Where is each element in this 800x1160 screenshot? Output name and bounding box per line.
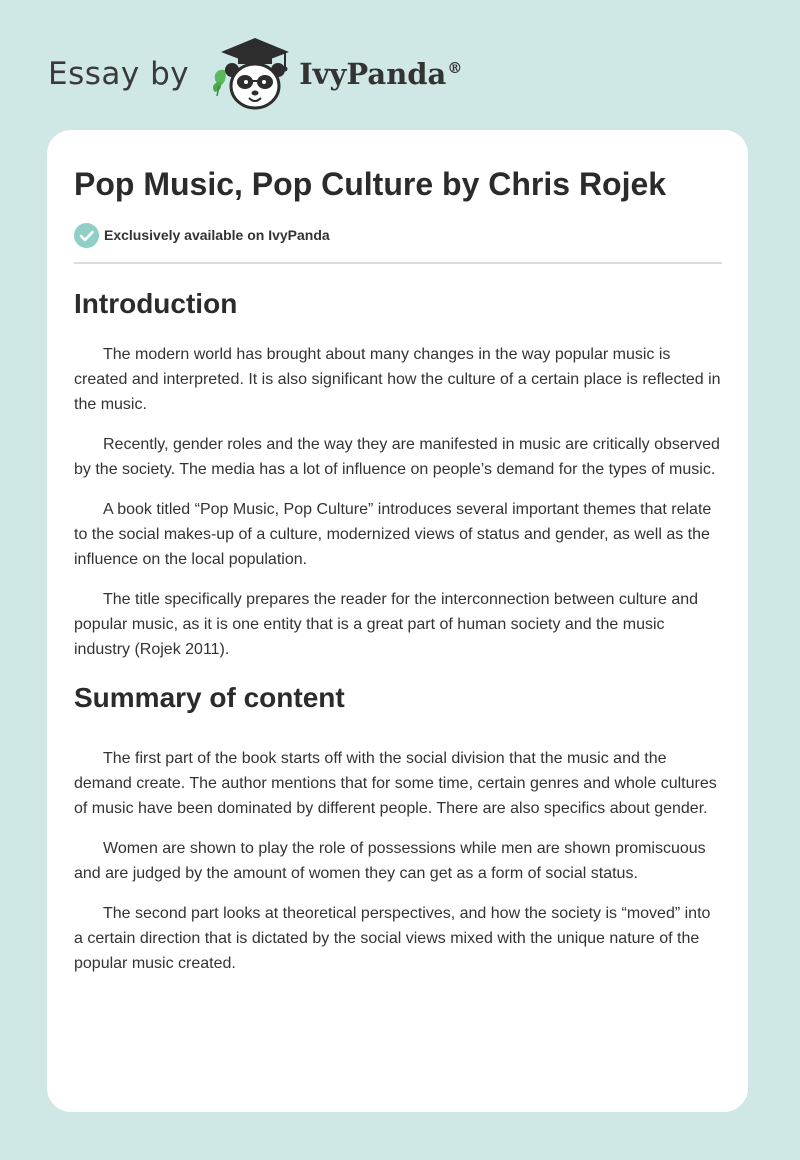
check-circle-icon [74,223,99,248]
essay-card [47,130,748,1112]
registered-mark: ® [447,59,463,78]
title-divider [74,262,722,264]
panda-graduate-icon[interactable] [205,34,293,114]
paragraph: Women are shown to play the role of possessions while men are shown promiscuous and are judged by the amount of women they can get as a form of social status. [74,840,706,882]
paragraph: Recently, gender roles and the way they are manifested in music are critically observed by the society. The media has a lot of influence on people’s demand for the types of music. [74,436,720,478]
page-title: Pop Music, Pop Culture by Chris Rojek [74,166,667,202]
exclusive-badge [74,222,722,248]
essay-by-label: Essay by [48,56,190,92]
badge-text: Exclusively available on IvyPanda [104,227,330,243]
paragraph: The title specifically prepares the reader for the interconnection between culture and popular music, as it is one entity that is a great part of human society and the music industry (Rojek 2011). [74,591,699,658]
site-header [48,34,462,114]
paragraph: The first part of the book starts off with the social division that the music and the demand create. The author mentions that for some time, certain genres and whole cultures of music have been dominated by different people. There are also specifics about gender. [74,750,717,817]
brand-name[interactable]: IvyPanda® [299,57,463,91]
paragraph: A book titled “Pop Music, Pop Culture” introduces several important themes that relate to the social makes-up of a culture, modernized views of status and gender, as well as the influence on the local population. [74,501,712,568]
section-heading-introduction: Introduction [74,288,238,319]
paragraph: The second part looks at theoretical perspectives, and how the society is “moved” into a certain direction that is dictated by the social views mixed with the unique nature of the popular music created. [74,905,711,972]
paragraph: The modern world has brought about many changes in the way popular music is created and interpreted. It is also significant how the culture of a certain place is reflected in the music. [74,346,721,413]
section-heading-summary: Summary of content [74,682,345,713]
